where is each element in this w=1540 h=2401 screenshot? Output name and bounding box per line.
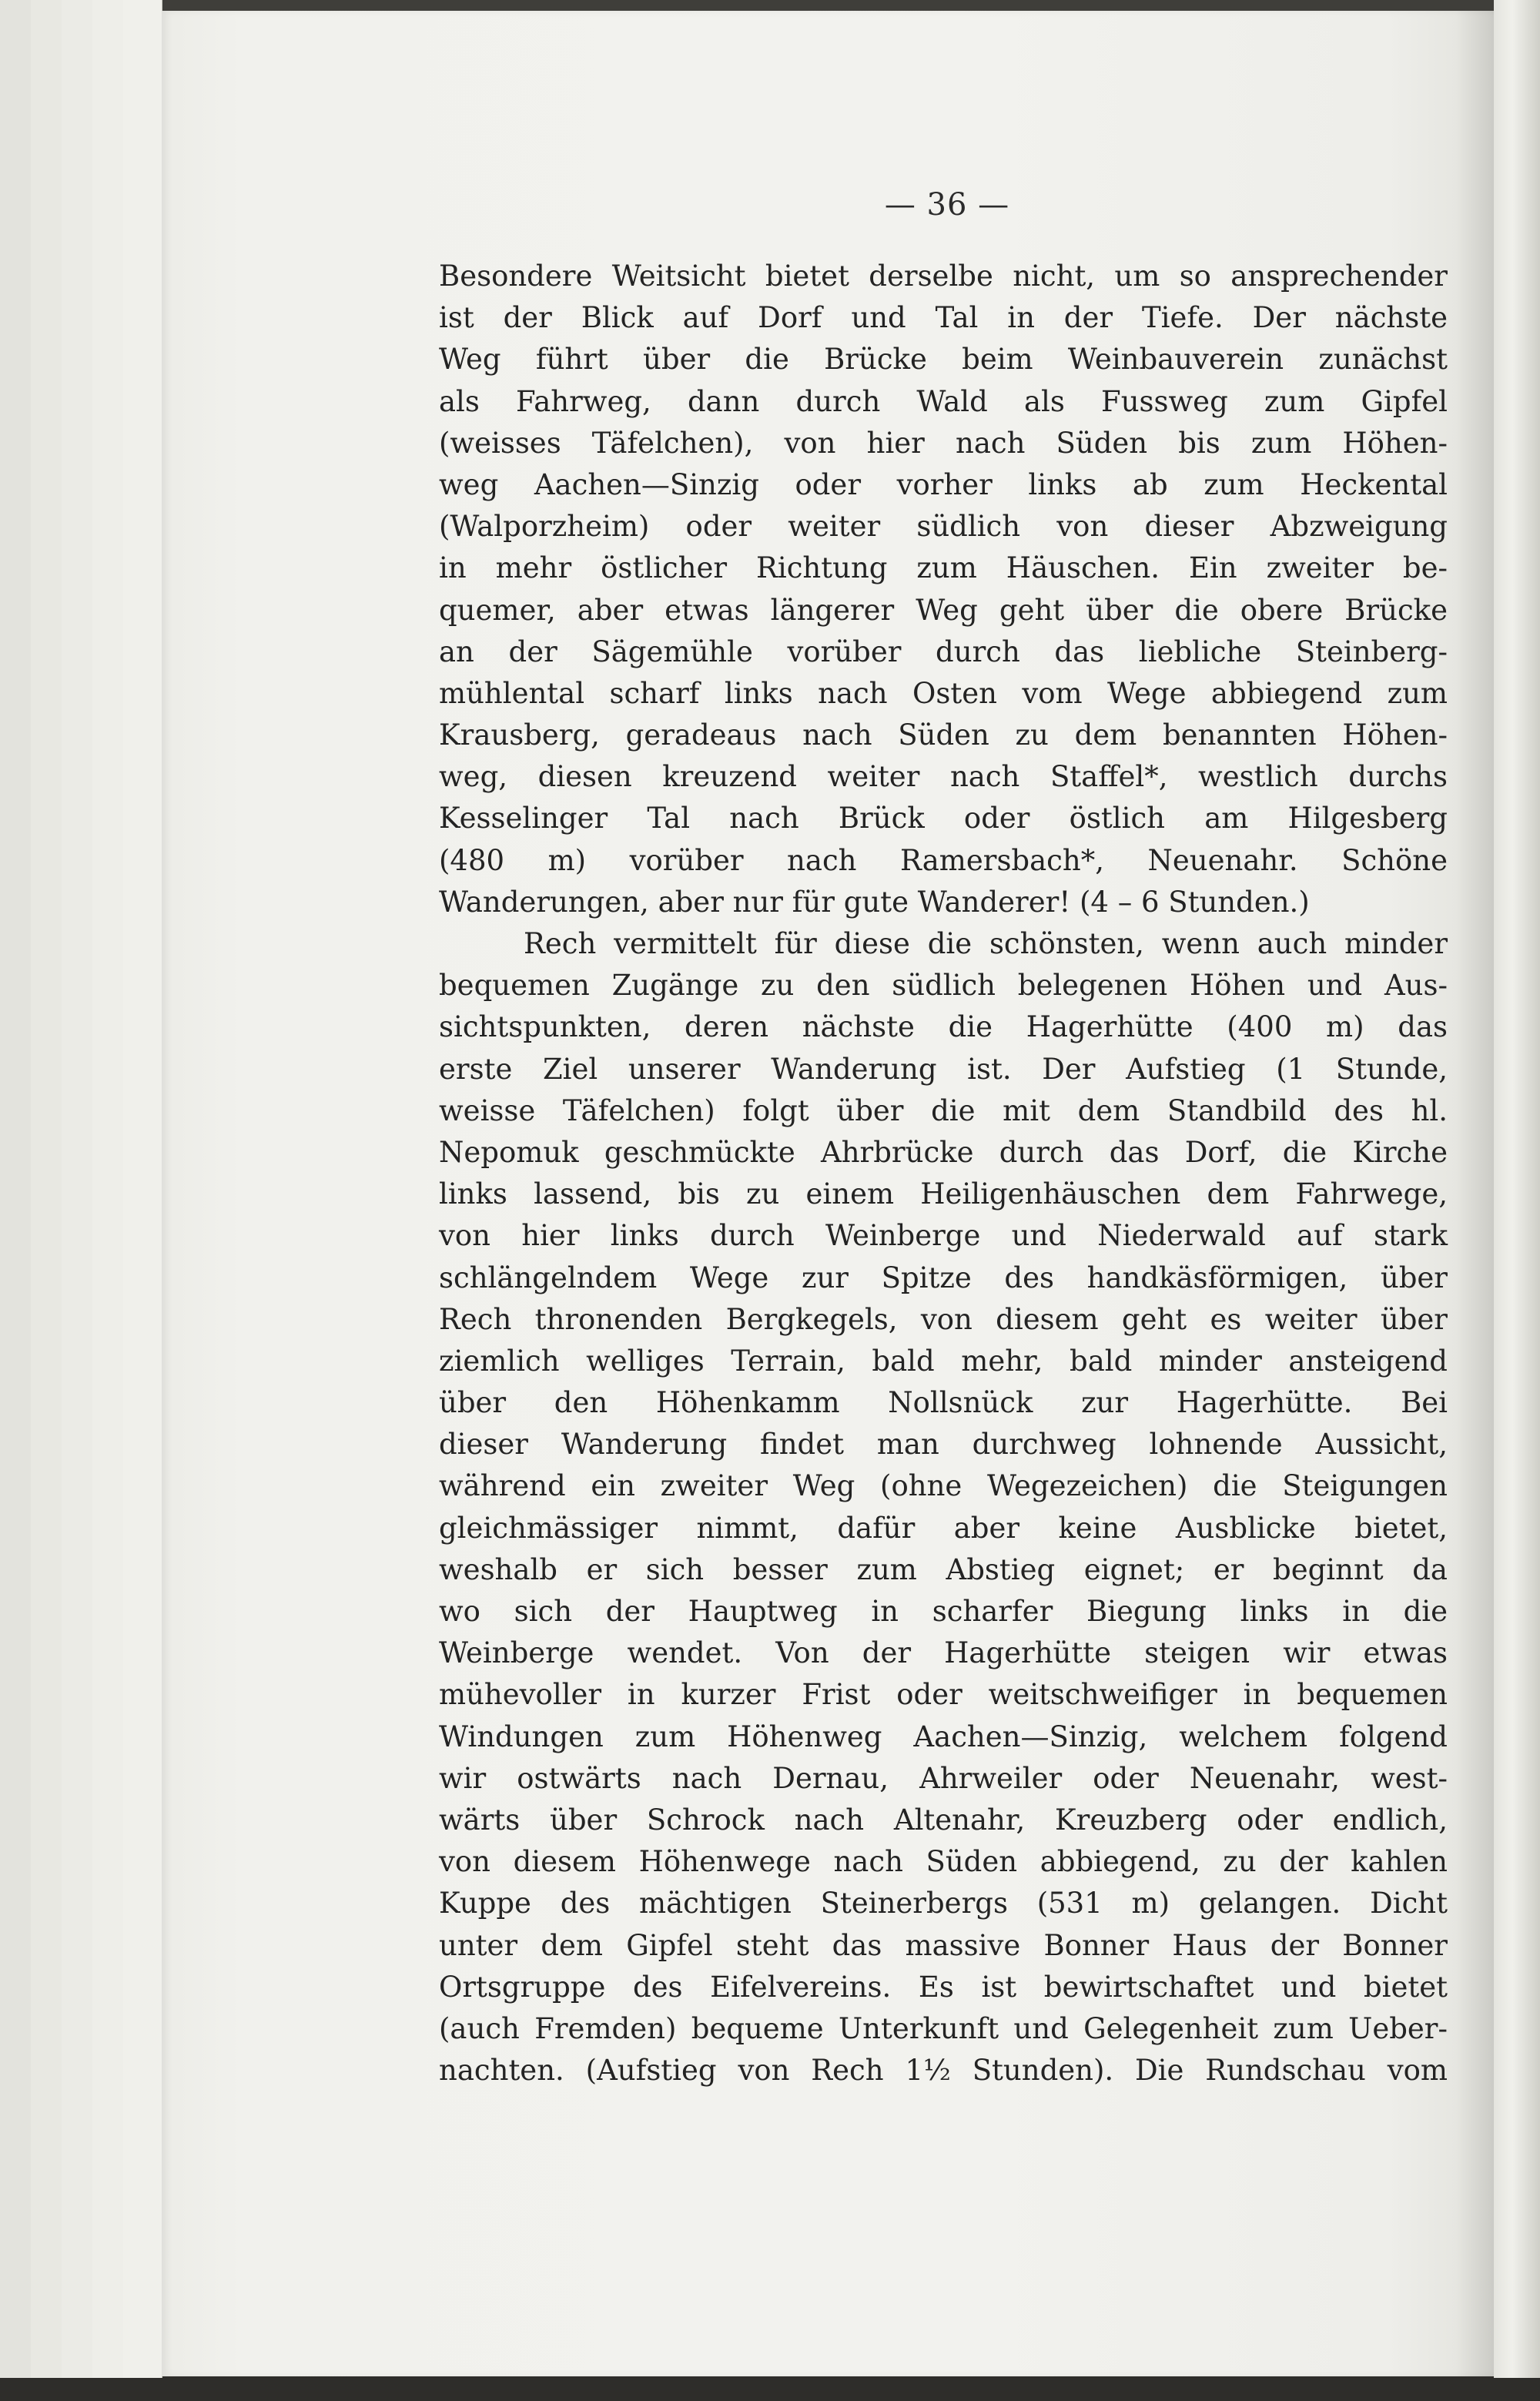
text-line: weg, diesen kreuzend weiter nach Staffel*, westlich durchs [439,760,1448,794]
text-line: wärts über Schrock nach Altenahr, Kreuzberg oder endlich, [439,1803,1448,1837]
text-line: Kuppe des mächtigen Steinerbergs (531 m) gelangen. Dicht [439,1887,1448,1920]
text-line: Rech vermittelt für diese die schönsten, wenn auch minder [524,927,1448,960]
text-line: während ein zweiter Weg (ohne Wegezeichen) die Steigungen [439,1469,1448,1503]
text-line: in mehr östlicher Richtung zum Häuschen. Ein zweiter be- [439,551,1448,585]
text-line: Besondere Weitsicht bietet derselbe nicht, um so ansprechender [439,260,1448,293]
text-line: sichtspunkten, deren nächste die Hagerhütte (400 m) das [439,1010,1448,1044]
text-line: quemer, aber etwas längerer Weg geht über die obere Brücke [439,593,1448,627]
text-line: über den Höhenkamm Nollsnück zur Hagerhütte. Bei [439,1386,1448,1420]
text-line: Nepomuk geschmückte Ahrbrücke durch das Dorf, die Kirche [439,1135,1448,1169]
page-edge [123,0,162,2401]
text-line: Wanderungen, aber nur für gute Wanderer! (4 – 6 Stunden.) [439,885,1310,919]
text-line: Rech thronenden Bergkegels, von diesem geht es weiter über [439,1302,1448,1336]
text-line: weg Aachen—Sinzig oder vorher links ab zum Heckental [439,467,1448,501]
text-line: von diesem Höhenwege nach Süden abbiegend, zu der kahlen [439,1845,1448,1879]
page-edge-right [1494,0,1540,2401]
page-number: — 36 — [884,187,1010,223]
body-text [439,256,1448,2091]
text-line: (Walporzheim) oder weiter südlich von dieser Abzweigung [439,510,1448,544]
text-line: (480 m) vorüber nach Ramersbach*, Neuenahr. Schöne [439,843,1448,877]
text-line: mühevoller in kurzer Frist oder weitschweifiger in bequemen [439,1678,1448,1712]
text-line: Weg führt über die Brücke beim Weinbauverein zunächst [439,343,1448,377]
scan-background [0,2378,1540,2401]
text-line: schlängelndem Wege zur Spitze des handkäsförmigen, über [439,1261,1448,1294]
text-line: weshalb er sich besser zum Abstieg eignet; er beginnt da [439,1552,1448,1586]
text-line: nachten. (Aufstieg von Rech 1½ Stunden). Die Rundschau vom [439,2054,1448,2088]
text-line: von hier links durch Weinberge und Niederwald auf stark [439,1219,1448,1253]
text-line: als Fahrweg, dann durch Wald als Fussweg zum Gipfel [439,384,1448,418]
page-fold-shadow [1455,11,1494,2376]
text-line: gleichmässiger nimmt, dafür aber keine Ausblicke bietet, [439,1511,1448,1545]
text-line: dieser Wanderung findet man durchweg lohnende Aussicht, [439,1428,1448,1462]
text-line: an der Sägemühle vorüber durch das liebliche Steinberg- [439,635,1448,668]
text-line: (auch Fremden) bequeme Unterkunft und Gelegenheit zum Ueber- [439,2011,1448,2045]
text-line: ist der Blick auf Dorf und Tal in der Tiefe. Der nächste [439,301,1448,335]
text-line: ziemlich welliges Terrain, bald mehr, bald minder ansteigend [439,1344,1448,1378]
text-line: Krausberg, geradeaus nach Süden zu dem benannten Höhen- [439,718,1448,752]
text-line: mühlental scharf links nach Osten vom Wege abbiegend zum [439,676,1448,710]
text-line: erste Ziel unserer Wanderung ist. Der Aufstieg (1 Stunde, [439,1052,1448,1086]
text-line: Kesselinger Tal nach Brück oder östlich am Hilgesberg [439,802,1448,835]
text-line: Windungen zum Höhenweg Aachen—Sinzig, welchem folgend [439,1720,1448,1753]
text-line: Weinberge wendet. Von der Hagerhütte steigen wir etwas [439,1636,1448,1670]
text-line: wo sich der Hauptweg in scharfer Biegung links in die [439,1595,1448,1628]
text-line: wir ostwärts nach Dernau, Ahrweiler oder Neuenahr, west- [439,1761,1448,1795]
text-line: bequemen Zugänge zu den südlich belegenen Höhen und Aus- [439,969,1448,1003]
text-line: unter dem Gipfel steht das massive Bonner Haus der Bonner [439,1928,1448,1962]
text-line: weisse Täfelchen) folgt über die mit dem Standbild des hl. [439,1093,1448,1127]
text-line: links lassend, bis zu einem Heiligenhäuschen dem Fahrwege, [439,1177,1448,1211]
text-line: Ortsgruppe des Eifelvereins. Es ist bewirtschaftet und bietet [439,1970,1448,2004]
text-line: (weisses Täfelchen), von hier nach Süden bis zum Höhen- [439,426,1448,460]
